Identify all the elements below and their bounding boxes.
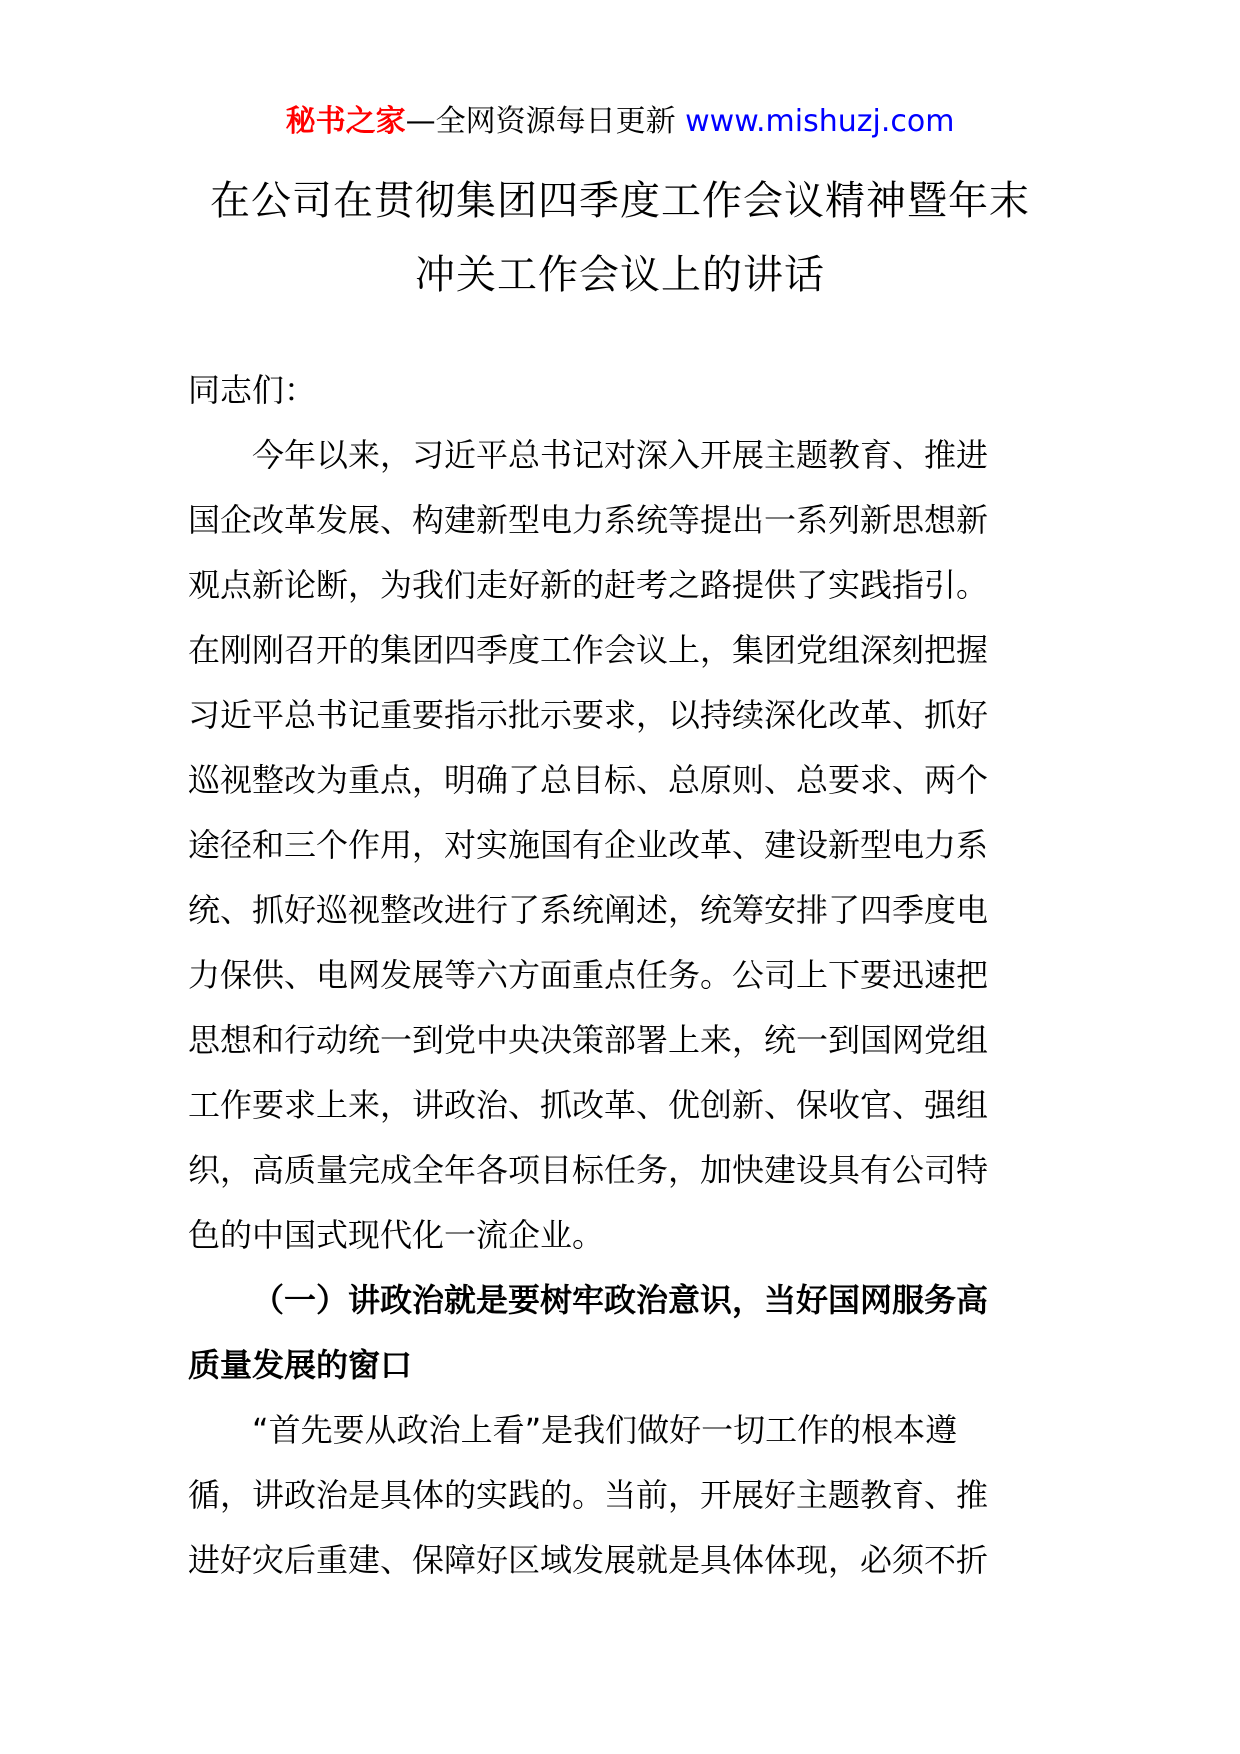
heading-line: （一）讲政治就是要树牢政治意识，当好国网服务高 (252, 1281, 989, 1319)
paragraph-line: 统、抓好巡视整改进行了系统阐述，统筹安排了四季度电 (188, 891, 989, 929)
paragraph-line: 织，高质量完成全年各项目标任务，加快建设具有公司特 (188, 1151, 989, 1189)
paragraph-2 (188, 1398, 1058, 1593)
paragraph-line: 途径和三个作用，对实施国有企业改革、建设新型电力系 (188, 826, 989, 864)
paragraph-line: 在刚刚召开的集团四季度工作会议上，集团党组深刻把握 (188, 631, 989, 669)
paragraph-line: 工作要求上来，讲政治、抓改革、优创新、保收官、强组 (188, 1086, 989, 1124)
paragraph-line: 今年以来，习近平总书记对深入开展主题教育、推进 (252, 436, 989, 474)
paragraph-line: 观点新论断，为我们走好新的赶考之路提供了实践指引。 (188, 566, 989, 604)
title-line-2: 冲关工作会议上的讲话 (415, 252, 825, 298)
paragraph-line: 进好灾后重建、保障好区域发展就是具体体现，必须不折 (188, 1541, 989, 1579)
paragraph-line: 力保供、电网发展等六方面重点任务。公司上下要迅速把 (188, 956, 989, 994)
paragraph-line: 色的中国式现代化一流企业。 (188, 1216, 605, 1254)
paragraph-line: 习近平总书记重要指示批示要求，以持续深化改革、抓好 (188, 696, 989, 734)
heading-line: 质量发展的窗口 (188, 1346, 413, 1384)
title-line-1: 在公司在贯彻集团四季度工作会议精神暨年末 (210, 178, 1030, 224)
paragraph-line: 巡视整改为重点，明确了总目标、总原则、总要求、两个 (188, 761, 989, 799)
paragraph-line: “首先要从政治上看”是我们做好一切工作的根本遵 (252, 1411, 958, 1449)
document-title (0, 164, 1240, 312)
paragraph-line: 循，讲政治是具体的实践的。当前，开展好主题教育、推 (188, 1476, 989, 1514)
site-url-link[interactable]: www.mishuzj.com (685, 104, 955, 139)
header-tagline: —全网资源每日更新 (405, 104, 686, 139)
paragraph-1 (188, 423, 1058, 1268)
brand-name: 秘书之家 (285, 104, 406, 139)
site-header (0, 100, 1240, 144)
paragraph-line: 思想和行动统一到党中央决策部署上来，统一到国网党组 (188, 1021, 989, 1059)
salutation: 同志们： (188, 371, 317, 409)
document-body (188, 358, 1058, 1593)
paragraph-line: 国企改革发展、构建新型电力系统等提出一系列新思想新 (188, 501, 989, 539)
section-heading-1 (188, 1268, 1058, 1398)
